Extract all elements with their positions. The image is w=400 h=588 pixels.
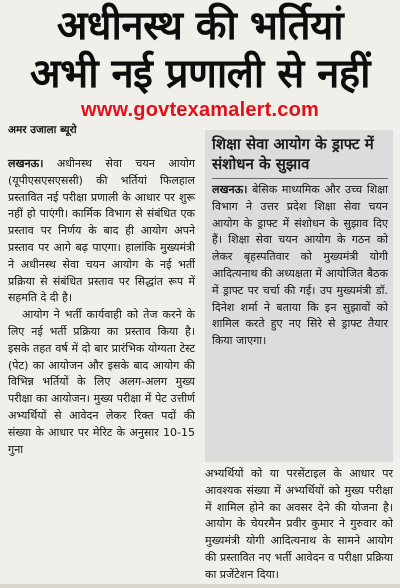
sidebar-box-divider: [212, 178, 388, 179]
left-article-column: [8, 156, 195, 458]
dateline: लखनऊ।: [8, 157, 44, 170]
paragraph-text: अधीनस्थ सेवा चयन आयोग (यूपीएसएसएससी) की भर्तियां फिलहाल प्रस्तावित नई परीक्षा प्रणाली के आधार पर शुरू नहीं हो पाएंगी। कार्मिक विभाग से संबंधित एक प्रस्ताव पर निर्णय के बाद ही आयोग अपने प्रस्ताव पर आगे बढ़ पाएगा। हालांकि मुख्यमंत्री ने अधीनस्थ सेवा चयन आयोग के नई भर्ती प्रक्रिया से संबंधित प्रस्ताव पर सिद्धांत रूप में सहमति दे दी है।: [8, 157, 195, 305]
article-paragraph-2: आयोग ने भर्ती कार्यवाही को तेज करने के लिए नई भर्ती प्रक्रिया का प्रस्ताव किया है। इसके तहत वर्ष में दो बार प्रारंभिक योग्यता टेस्ट (पेट) का आयोजन और इसके बाद आयोग की विभिन्न भर्तियों के लिए अलग-अलग मुख्य परीक्षा का आयोजन। मुख्य परीक्षा में पेट उत्तीर्ण अभ्यर्थियों से आवेदन लेकर रिक्त पदों की संख्या के आधार पर मेरिट के अनुसार 10-15 गुना: [8, 308, 195, 456]
headline-line-2: अभी नई प्रणाली से नहीं: [30, 51, 370, 97]
sidebar-box-title: शिक्षा सेवा आयोग के ड्राफ्ट में संशोधन के सुझाव: [212, 135, 374, 173]
sidebar-dateline: लखनऊ।: [212, 183, 248, 196]
article-paragraph-1: [8, 156, 195, 307]
sidebar-text: बेसिक माध्यमिक और उच्च शिक्षा विभाग ने उत्तर प्रदेश शिक्षा सेवा चयन आयोग के ड्राफ्ट में संशोधन के सुझाव दिए हैं। शिक्षा सेवा चयन आयोग के गठन को लेकर बृहस्पतिवार को मुख्यमंत्री योगी आदित्यनाथ की अध्यक्षता में आयोजित बैठक में ड्राफ्ट पर चर्चा की गई। उप मुख्यमंत्री डॉ. दिनेश शर्मा ने बताया कि इन सुझावों को शामिल करते हुए नए सिरे से ड्राफ्ट तैयार किया जाएगा।: [212, 183, 388, 348]
site-watermark-url: www.govtexamalert.com: [81, 99, 319, 121]
page-bottom-edge: [0, 584, 400, 588]
sidebar-box-body: [212, 182, 388, 350]
continuation-paragraph: अभ्यर्थियों को या परसेंटाइल के आधार पर आवश्यक संख्या में अभ्यर्थियों को मुख्य परीक्षा में शामिल होने का अवसर देने की योजना है। आयोग के चेयरमैन प्रवीर कुमार ने गुरुवार को मुख्यमंत्री योगी आदित्यनाथ के सामने आयोग की प्रस्तावित नए भर्ती आवेदन व परीक्षा प्रक्रिया का प्रजेंटेशन दिया।: [205, 467, 393, 581]
headline-line-1: अधीनस्थ की भर्तियां: [56, 3, 344, 49]
byline: अमर उजाला ब्यूरो: [8, 124, 77, 136]
sidebar-paragraph: [212, 182, 388, 350]
right-article-continuation: [205, 466, 393, 584]
